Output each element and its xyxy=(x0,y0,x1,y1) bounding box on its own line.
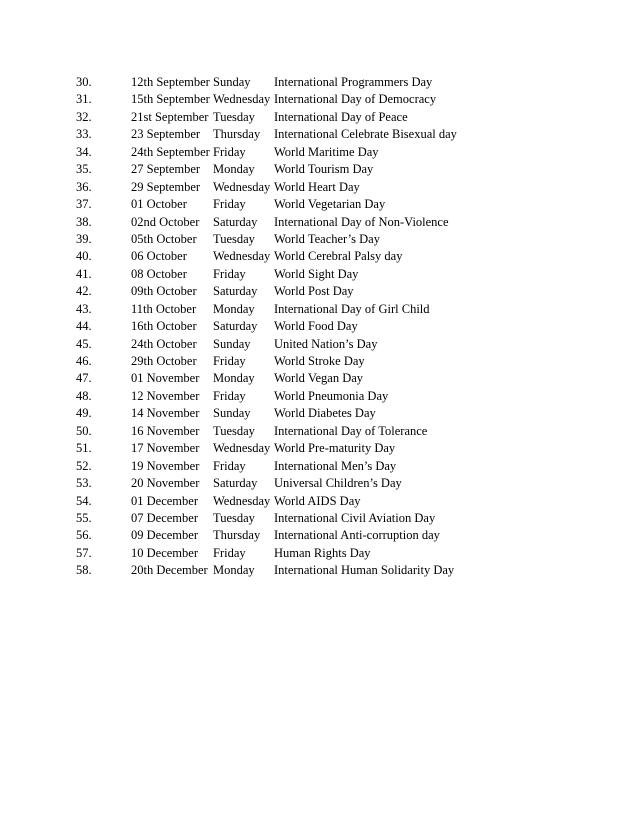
item-date: 24th September xyxy=(131,144,210,159)
list-item xyxy=(76,562,616,579)
item-weekday: Wednesday xyxy=(213,92,271,107)
list-item xyxy=(76,74,616,91)
item-observance-name: International Celebrate Bisexual day xyxy=(274,127,457,142)
item-date: 10 December xyxy=(131,545,198,560)
list-item xyxy=(76,318,616,335)
item-number: 33. xyxy=(76,127,92,142)
item-date: 06 October xyxy=(131,249,187,264)
item-observance-name: World Food Day xyxy=(274,319,358,334)
item-number: 42. xyxy=(76,284,92,299)
item-number: 41. xyxy=(76,266,92,281)
item-observance-name: International Programmers Day xyxy=(274,75,433,89)
item-weekday: Friday xyxy=(213,144,246,159)
item-weekday: Sunday xyxy=(213,406,251,421)
item-observance-name: International Anti-corruption day xyxy=(274,528,440,543)
item-number: 36. xyxy=(76,179,92,194)
list-item xyxy=(76,144,616,161)
item-weekday: Sunday xyxy=(213,75,251,89)
list-item xyxy=(76,423,616,440)
item-observance-name: International Day of Democracy xyxy=(274,92,437,107)
list-item xyxy=(76,510,616,527)
list-item xyxy=(76,266,616,283)
item-number: 46. xyxy=(76,354,92,368)
item-weekday: Monday xyxy=(213,371,255,386)
item-number: 56. xyxy=(76,528,92,543)
item-number: 58. xyxy=(76,563,92,578)
item-date: 07 December xyxy=(131,510,198,525)
item-weekday: Friday xyxy=(213,354,246,368)
item-observance-name: World Post Day xyxy=(274,284,354,299)
item-date: 24th October xyxy=(131,336,197,351)
item-observance-name: United Nation’s Day xyxy=(274,336,378,351)
item-date: 16 November xyxy=(131,423,200,438)
item-date: 17 November xyxy=(131,441,200,456)
item-number: 37. xyxy=(76,197,92,212)
item-weekday: Friday xyxy=(213,458,246,473)
item-number: 51. xyxy=(76,441,92,456)
item-observance-name: World Teacher’s Day xyxy=(274,231,380,246)
item-observance-name: World Stroke Day xyxy=(274,354,365,368)
item-weekday: Tuesday xyxy=(213,109,255,124)
item-date: 11th October xyxy=(131,301,197,316)
item-observance-name: International Civil Aviation Day xyxy=(274,510,436,525)
list-item xyxy=(76,493,616,510)
item-weekday: Friday xyxy=(213,266,246,281)
item-date: 27 September xyxy=(131,162,201,177)
item-number: 34. xyxy=(76,144,92,159)
item-weekday: Monday xyxy=(213,162,255,177)
item-number: 35. xyxy=(76,162,92,177)
item-date: 23 September xyxy=(131,127,201,142)
item-observance-name: International Human Solidarity Day xyxy=(274,563,455,578)
item-number: 40. xyxy=(76,249,92,264)
item-number: 39. xyxy=(76,231,92,246)
list-item xyxy=(76,248,616,265)
item-observance-name: World Vegetarian Day xyxy=(274,197,386,212)
item-weekday: Saturday xyxy=(213,284,258,299)
list-item xyxy=(76,126,616,143)
item-number: 45. xyxy=(76,336,92,351)
list-item xyxy=(76,161,616,178)
item-date: 16th October xyxy=(131,319,197,334)
item-weekday: Thursday xyxy=(213,528,261,543)
item-observance-name: Human Rights Day xyxy=(274,545,371,560)
item-number: 52. xyxy=(76,458,92,473)
item-number: 32. xyxy=(76,109,92,124)
item-weekday: Friday xyxy=(213,388,246,403)
item-number: 43. xyxy=(76,301,92,316)
list-item xyxy=(76,388,616,405)
item-weekday: Wednesday xyxy=(213,179,271,194)
item-weekday: Tuesday xyxy=(213,231,255,246)
item-observance-name: World Pneumonia Day xyxy=(274,388,389,403)
list-item xyxy=(76,336,616,353)
item-weekday: Saturday xyxy=(213,319,258,334)
list-item xyxy=(76,405,616,422)
list-item xyxy=(76,527,616,544)
list-item xyxy=(76,301,616,318)
item-observance-name: International Day of Girl Child xyxy=(274,301,430,316)
days-list xyxy=(76,74,616,580)
item-number: 49. xyxy=(76,406,92,421)
item-date: 20th December xyxy=(131,563,208,578)
item-observance-name: World Cerebral Palsy day xyxy=(274,249,403,264)
item-weekday: Wednesday xyxy=(213,249,271,264)
item-number: 38. xyxy=(76,214,92,229)
item-observance-name: International Men’s Day xyxy=(274,458,397,473)
item-date: 21st September xyxy=(131,109,209,124)
item-observance-name: Universal Children’s Day xyxy=(274,476,402,491)
item-date: 14 November xyxy=(131,406,200,421)
item-date: 05th October xyxy=(131,231,197,246)
item-date: 08 October xyxy=(131,266,187,281)
item-observance-name: International Day of Non-Violence xyxy=(274,214,449,229)
item-observance-name: World Heart Day xyxy=(274,179,360,194)
item-date: 01 November xyxy=(131,371,200,386)
list-item xyxy=(76,475,616,492)
item-observance-name: World Vegan Day xyxy=(274,371,364,386)
list-item xyxy=(76,179,616,196)
item-number: 31. xyxy=(76,92,92,107)
list-item xyxy=(76,109,616,126)
item-number: 54. xyxy=(76,493,92,508)
item-date: 12 November xyxy=(131,388,200,403)
item-number: 53. xyxy=(76,476,92,491)
item-weekday: Saturday xyxy=(213,476,258,491)
item-weekday: Wednesday xyxy=(213,441,271,456)
item-number: 55. xyxy=(76,510,92,525)
list-item xyxy=(76,214,616,231)
item-observance-name: International Day of Peace xyxy=(274,109,408,124)
item-date: 15th September xyxy=(131,92,210,107)
item-date: 01 October xyxy=(131,197,187,212)
item-date: 29th October xyxy=(131,354,197,368)
item-weekday: Saturday xyxy=(213,214,258,229)
item-observance-name: International Day of Tolerance xyxy=(274,423,428,438)
item-weekday: Friday xyxy=(213,545,246,560)
list-item xyxy=(76,91,616,108)
list-item xyxy=(76,196,616,213)
item-number: 50. xyxy=(76,423,92,438)
item-weekday: Sunday xyxy=(213,336,251,351)
item-date: 09th October xyxy=(131,284,197,299)
item-weekday: Tuesday xyxy=(213,510,255,525)
list-item xyxy=(76,545,616,562)
item-weekday: Thursday xyxy=(213,127,261,142)
item-date: 29 September xyxy=(131,179,201,194)
item-weekday: Tuesday xyxy=(213,423,255,438)
item-date: 19 November xyxy=(131,458,200,473)
item-weekday: Wednesday xyxy=(213,493,271,508)
list-item xyxy=(76,440,616,457)
list-item xyxy=(76,283,616,300)
item-date: 09 December xyxy=(131,528,198,543)
item-observance-name: World Tourism Day xyxy=(274,162,374,177)
item-observance-name: World Diabetes Day xyxy=(274,406,376,421)
item-date: 01 December xyxy=(131,493,198,508)
item-number: 30. xyxy=(76,75,92,89)
list-item xyxy=(76,231,616,248)
item-observance-name: World Maritime Day xyxy=(274,144,379,159)
item-number: 48. xyxy=(76,388,92,403)
item-observance-name: World AIDS Day xyxy=(274,493,361,508)
item-date: 12th September xyxy=(131,75,210,89)
list-item xyxy=(76,353,616,370)
item-observance-name: World Sight Day xyxy=(274,266,359,281)
item-number: 57. xyxy=(76,545,92,560)
item-weekday: Monday xyxy=(213,301,255,316)
list-item xyxy=(76,458,616,475)
item-date: 02nd October xyxy=(131,214,200,229)
item-number: 44. xyxy=(76,319,92,334)
item-weekday: Monday xyxy=(213,563,255,578)
item-observance-name: World Pre-maturity Day xyxy=(274,441,396,456)
item-number: 47. xyxy=(76,371,92,386)
list-item xyxy=(76,370,616,387)
item-date: 20 November xyxy=(131,476,200,491)
item-weekday: Friday xyxy=(213,197,246,212)
